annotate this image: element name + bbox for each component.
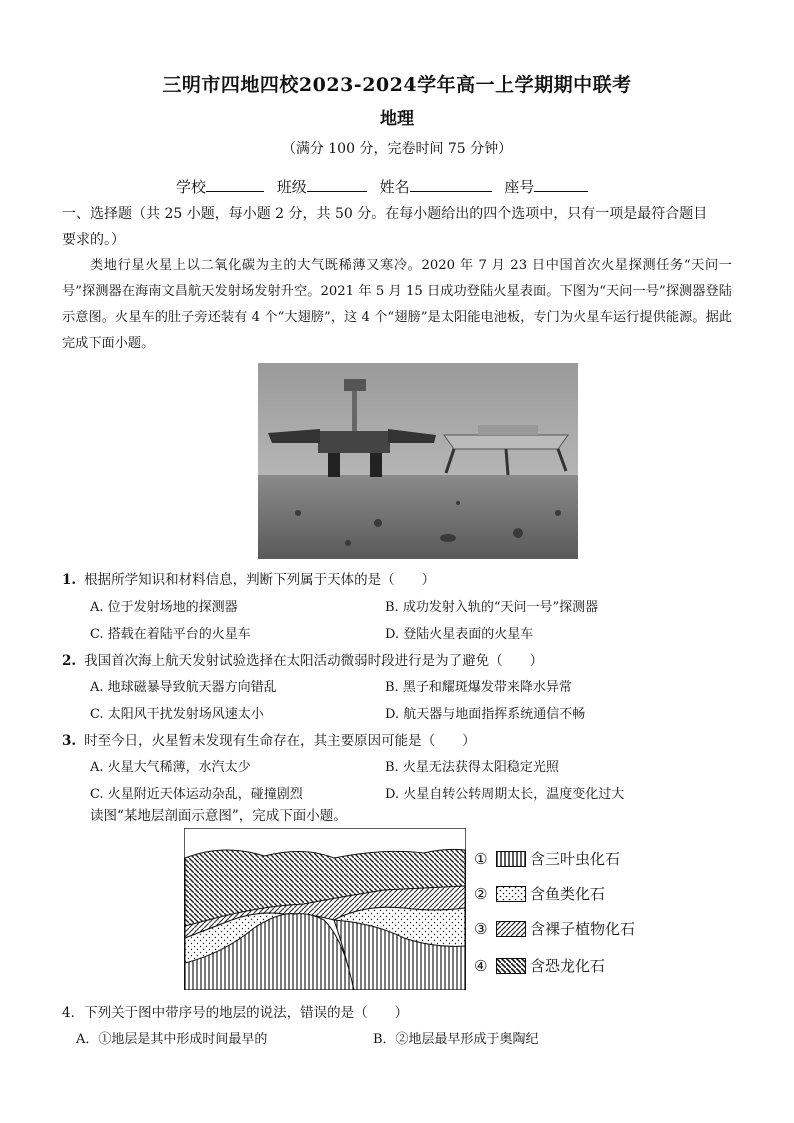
q2-option-c[interactable]: C. 太阳风干扰发射场风速太小 xyxy=(90,707,264,722)
legend-item-1: ① 含三叶虫化石 xyxy=(474,849,621,868)
school-blank[interactable] xyxy=(206,177,264,192)
q1-option-a[interactable]: A. 位于发射场地的探测器 xyxy=(90,600,238,615)
legend-item-4: ④ 含恐龙化石 xyxy=(474,956,606,975)
name-blank[interactable] xyxy=(410,177,492,192)
dinosaur-pattern-icon xyxy=(496,958,526,974)
mars-rover-photo xyxy=(258,363,578,559)
class-label: 班级 xyxy=(276,178,307,196)
q3-option-a[interactable]: A. 火星大气稀薄，水汽太少 xyxy=(90,760,251,775)
student-info-fields xyxy=(176,176,596,197)
q2-option-b[interactable]: B. 黑子和耀斑爆发带来降水异常 xyxy=(385,680,572,695)
question-4: 4．下列关于图中带序号的地层的说法，错误的是（ ） xyxy=(62,1005,409,1021)
section-heading-line1: 一、选择题（共 25 小题，每小题 2 分，共 50 分。在每小题给出的四个选项中，只有一项是最符合题目 xyxy=(62,206,708,222)
school-label: 学校 xyxy=(176,178,207,196)
q1-option-b[interactable]: B. 成功发射入轨的“天问一号”探测器 xyxy=(385,600,599,615)
material-2: 读图“某地层剖面示意图”，完成下面小题。 xyxy=(90,808,347,824)
trilobite-pattern-icon xyxy=(496,851,526,867)
seat-label: 座号 xyxy=(504,178,535,196)
q1-option-c[interactable]: C. 搭载在着陆平台的火星车 xyxy=(90,627,251,642)
class-blank[interactable] xyxy=(307,177,367,192)
gymnosperm-pattern-icon xyxy=(496,921,526,937)
q3-option-c[interactable]: C. 火星附近天体运动杂乱，碰撞剧烈 xyxy=(90,787,303,802)
q2-option-d[interactable]: D. 航天器与地面指挥系统通信不畅 xyxy=(385,707,586,722)
question-3: 3. 时至今日，火星暂未发现有生命存在，其主要原因可能是（ ） xyxy=(62,733,476,749)
subject-title: 地理 xyxy=(380,109,414,129)
q4-option-a[interactable]: A．①地层是其中形成时间最早的 xyxy=(76,1032,268,1047)
seat-blank[interactable] xyxy=(534,177,588,192)
q4-option-b[interactable]: B．②地层最早形成于奥陶纪 xyxy=(373,1032,539,1047)
question-1: 1. 根据所学知识和材料信息，判断下列属于天体的是（ ） xyxy=(62,572,436,588)
fish-pattern-icon xyxy=(496,886,526,902)
legend-item-3: ③ 含裸子植物化石 xyxy=(474,919,636,938)
strata-diagram xyxy=(184,828,466,990)
material-paragraph: 类地行星火星上以二氧化碳为主的大气既稀薄又寒冷。2020 年 7 月 23 日中国首次火星探测任务“天问一号”探测器在海南文昌航天发射场发射升空。2021 年 5 月 15 日成功登陆火星表面。下图为“天问一号”探测器登陆示意图。火星车的肚子旁还装有 4 个“大翅膀”，这 4 个“翅膀”是太阳能电池板，专门为火星车运行提供能源。据此完成下面小题。 xyxy=(62,258,732,351)
legend-item-2: ② 含鱼类化石 xyxy=(474,884,606,903)
section-heading-line2: 要求的。） xyxy=(62,232,125,248)
question-2: 2. 我国首次海上航天发射试验选择在太阳活动微弱时段进行是为了避免（ ） xyxy=(62,653,544,669)
q2-option-a[interactable]: A. 地球磁暴导致航天器方向错乱 xyxy=(90,680,277,695)
page-title: 三明市四地四校2023-2024学年高一上学期期中联考 xyxy=(162,74,632,96)
q3-option-b[interactable]: B. 火星无法获得太阳稳定光照 xyxy=(385,760,559,775)
score-note: （满分 100 分，完卷时间 75 分钟） xyxy=(281,141,513,157)
q3-option-d[interactable]: D. 火星自转公转周期太长，温度变化过大 xyxy=(385,787,625,802)
name-label: 姓名 xyxy=(379,178,410,196)
q1-option-d[interactable]: D. 登陆火星表面的火星车 xyxy=(385,627,534,642)
